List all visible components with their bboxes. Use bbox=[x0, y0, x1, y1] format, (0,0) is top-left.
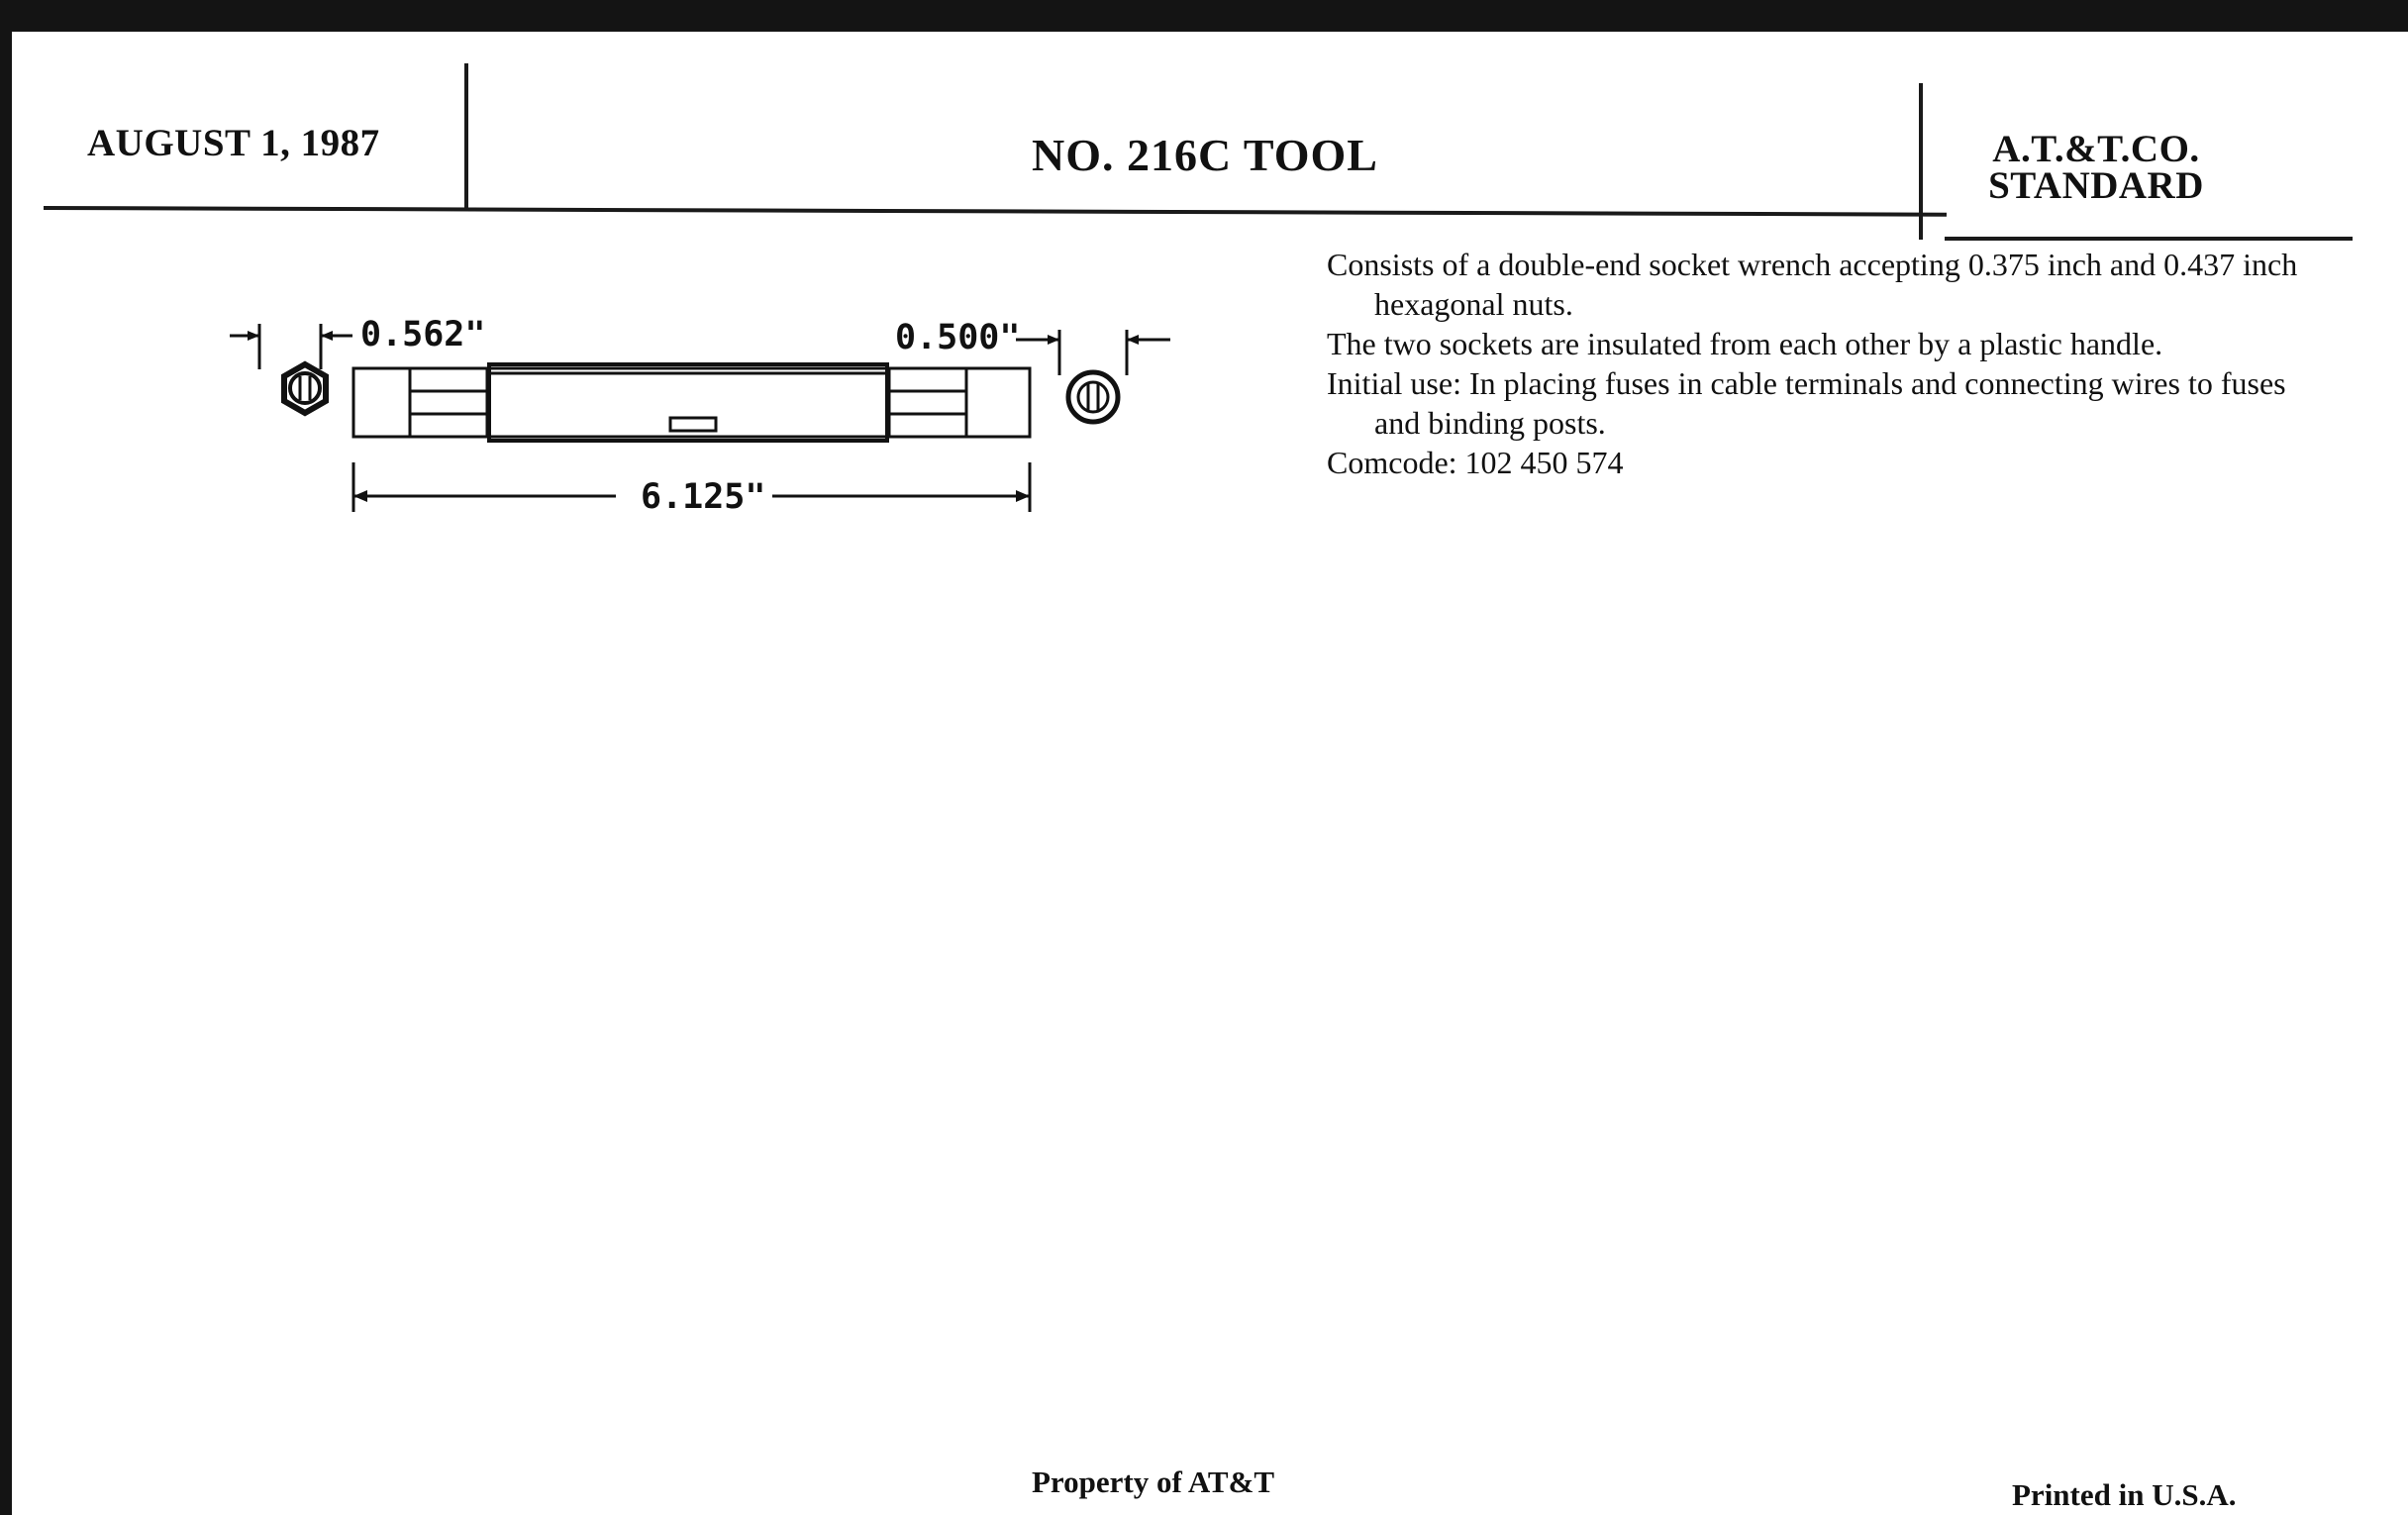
left-dimension-arrows bbox=[230, 324, 352, 369]
property-notice: Property of AT&T bbox=[1032, 1464, 1275, 1499]
header-rule-right bbox=[1945, 237, 2353, 241]
tool-description bbox=[1327, 245, 2327, 482]
description-line: Consists of a double-end socket wrench accepting 0.375 inch and 0.437 inch hexagonal nuts. bbox=[1327, 247, 2298, 322]
document-title: NO. 216C TOOL bbox=[1032, 130, 1378, 180]
right-dimension-arrows bbox=[1016, 330, 1170, 375]
wrench-body bbox=[353, 364, 1030, 441]
description-line: Initial use: In placing fuses in cable terminals and connecting wires to fuses and binding posts. bbox=[1327, 365, 2286, 441]
document-date: AUGUST 1, 1987 bbox=[87, 122, 380, 164]
document-page bbox=[12, 32, 2408, 1515]
printed-notice: Printed in U.S.A. bbox=[2012, 1477, 2237, 1512]
tool-drawing bbox=[190, 274, 1200, 532]
header-divider-left bbox=[464, 63, 468, 208]
right-socket-dimension: 0.500" bbox=[895, 318, 1021, 357]
overall-length-label: 6.125" bbox=[641, 477, 766, 517]
company-standard-label bbox=[1933, 128, 2259, 207]
header-rule-left bbox=[44, 206, 1947, 217]
description-line: The two sockets are insulated from each other by a plastic handle. bbox=[1327, 326, 2163, 361]
left-socket-dimension: 0.562" bbox=[360, 315, 486, 354]
left-socket-end-view bbox=[284, 364, 326, 413]
right-socket-end-view bbox=[1068, 372, 1118, 422]
standard-label: STANDARD bbox=[1988, 164, 2204, 207]
company-name: A.T.&T.CO. bbox=[1992, 128, 2200, 170]
comcode-line: Comcode: 102 450 574 bbox=[1327, 445, 1624, 480]
